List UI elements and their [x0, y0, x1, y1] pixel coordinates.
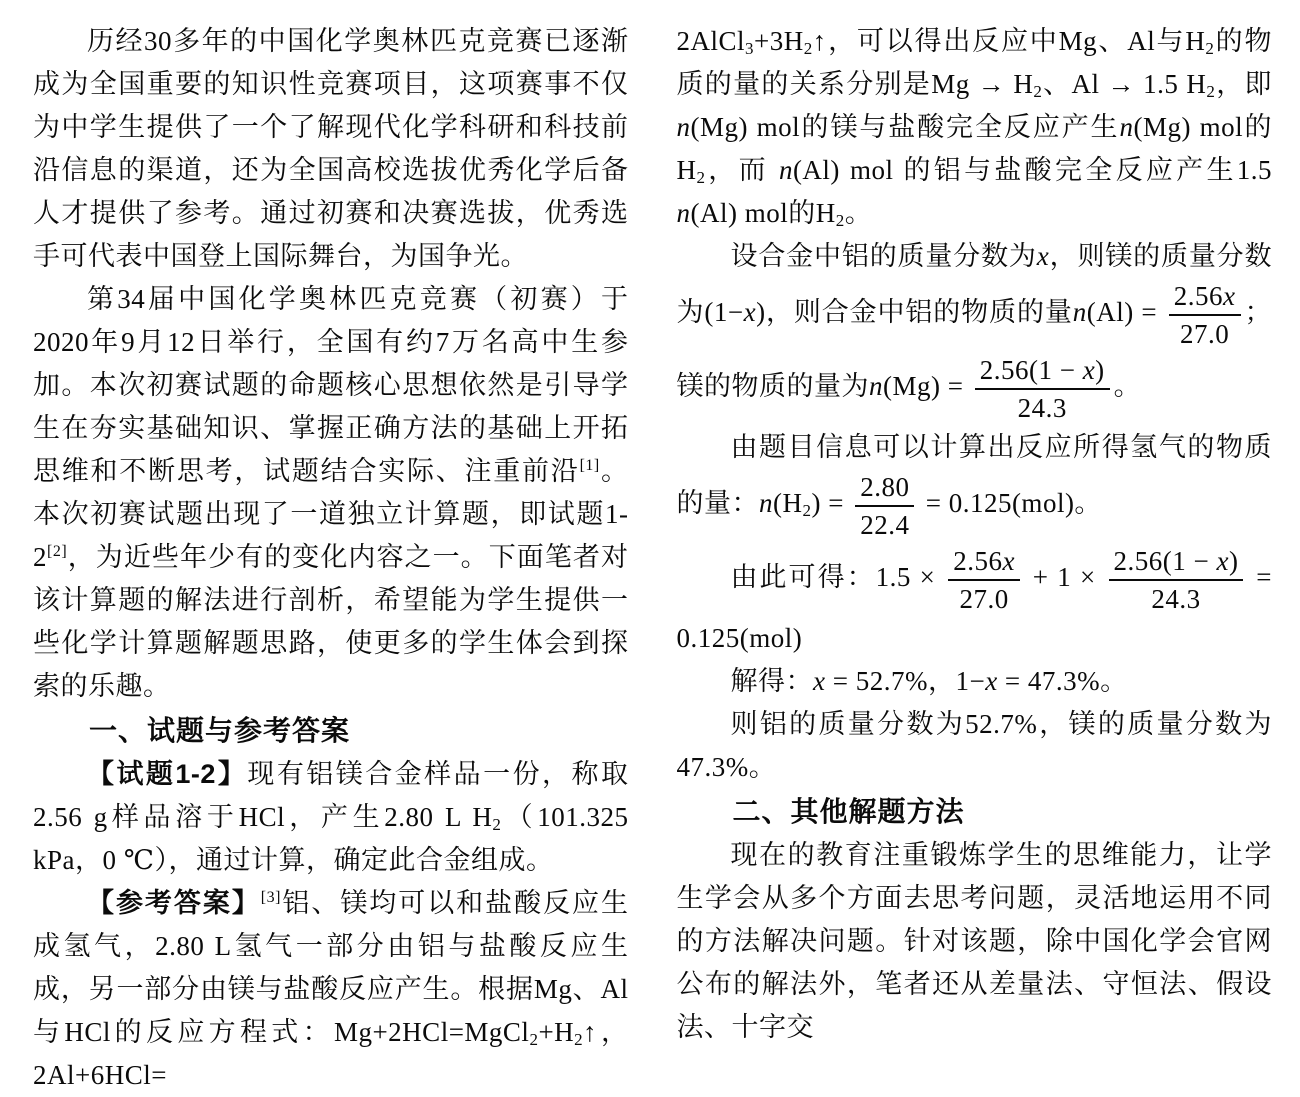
subscript: 2 — [574, 1030, 584, 1049]
math-variable: x — [1223, 281, 1236, 311]
text-run: (Al) mol的H — [690, 198, 836, 228]
text-run: （101.325 kPa，0 ℃），通过计算，确定此合金组成。 — [33, 802, 629, 875]
fraction-denominator — [1169, 314, 1241, 352]
fraction — [975, 352, 1110, 426]
text-run: 27.0 — [959, 584, 1009, 614]
text-run: (H — [773, 488, 803, 519]
paragraph — [677, 703, 1273, 789]
math-variable: x — [813, 666, 826, 696]
math-variable: x — [1082, 355, 1096, 385]
text-run: 由题目信息可以计算出反应所得氢气的物质的量： — [676, 432, 1272, 519]
text-run: 27.0 — [1180, 319, 1230, 349]
text-run: 2.56 — [1173, 281, 1224, 311]
subscript: 2 — [835, 211, 845, 230]
math-variable: x — [1036, 241, 1050, 271]
fraction — [1109, 543, 1244, 617]
subscript: 2 — [802, 501, 812, 521]
subscript: 3 — [745, 39, 755, 58]
subscript: 2 — [696, 168, 706, 187]
text-run: +3H — [754, 26, 804, 56]
text-run: ，即 — [1215, 69, 1272, 99]
text-run: + 1 × — [1023, 562, 1105, 593]
superscript-citation: [2] — [47, 543, 68, 560]
fraction-denominator — [948, 579, 1020, 617]
paragraph — [33, 278, 629, 708]
math-variable: n — [1072, 297, 1087, 328]
text-run: = 52.7%，1− — [825, 666, 986, 696]
text-run: 设合金中铝的质量分数为 — [730, 241, 1037, 271]
subscript: 2 — [492, 815, 502, 834]
bold-label: 【参考答案】 — [87, 888, 261, 918]
fraction-denominator — [855, 505, 914, 543]
text-run: 。 — [844, 198, 873, 228]
text-run: 2.56(1 − — [979, 355, 1083, 385]
text-run: 、Al → 1.5 H — [1042, 69, 1207, 99]
fraction-numerator — [975, 352, 1110, 388]
fraction-numerator — [855, 469, 914, 505]
text-run: ) — [1228, 546, 1239, 576]
math-variable: n — [676, 112, 691, 142]
paragraph — [677, 660, 1273, 703]
text-run: 的物质的量的关系分别是Mg → H — [676, 26, 1272, 99]
fraction-denominator — [1109, 579, 1244, 617]
math-variable: x — [1216, 546, 1229, 576]
paragraph — [33, 882, 629, 1097]
text-run: ，则镁的质量分数为(1− — [676, 241, 1273, 328]
text-run: 24.3 — [1017, 393, 1067, 423]
text-run: 一、试题与参考答案 — [89, 715, 351, 746]
text-run: = 0.125(mol)。 — [918, 488, 1102, 519]
text-run: ；镁的物质的量为 — [676, 297, 1272, 402]
text-run: 现有铝镁合金样品一份，称取2.56 g样品溶于HCl，产生2.80 L H — [33, 759, 629, 832]
text-run: ) — [1095, 355, 1105, 385]
paragraph — [677, 834, 1273, 1049]
text-run: 铝、镁均可以和盐酸反应生成氢气，2.80 L氢气一部分由铝与盐酸反应生成，另一部分由镁与盐酸反应产生。根据Mg、Al与HCl的反应方程式：Mg+2HCl=MgCl — [33, 888, 629, 1047]
math-variable: x — [1002, 546, 1015, 576]
text-run: 则铝的质量分数为52.7%，镁的质量分数为47.3%。 — [676, 709, 1272, 782]
text-run: ，而 — [705, 155, 779, 185]
superscript-citation: [3] — [260, 889, 281, 906]
text-run: ) = — [811, 488, 852, 519]
left-column — [33, 20, 629, 1090]
text-run: ↑，2Al+6HCl= — [33, 1017, 629, 1090]
text-run: +H — [538, 1017, 575, 1047]
subscript: 2 — [1205, 39, 1215, 58]
bold-label: 【试题1-2】 — [87, 759, 248, 789]
math-variable: n — [759, 488, 773, 519]
text-run: 。 — [1113, 371, 1142, 402]
subscript: 2 — [529, 1030, 539, 1049]
text-run: 2.56(1 − — [1113, 546, 1217, 576]
text-run: (Al) mol 的铝与盐酸完全反应产生1.5 — [792, 155, 1272, 185]
text-run: 历经30多年的中国化学奥林匹克竞赛已逐渐成为全国重要的知识性竞赛项目，这项赛事不仅为中学生提供了一个了解现代化学科研和科技前沿信息的渠道，还为全国高校选拔优秀化学后备人才提供了参考。通过初赛和决赛选拔，优秀选手可代表中国登上国际舞台，为国争光。 — [33, 26, 629, 271]
text-run: 二、其他解题方法 — [732, 796, 965, 827]
text-run: = 0.125(mol) — [676, 562, 1272, 653]
text-run: 2.56 — [953, 546, 1003, 576]
section-heading — [677, 789, 1273, 834]
text-run: 第34届中国化学奥林匹克竞赛（初赛）于2020年9月12日举行，全国有约7万名高中生参加。本次初赛试题的命题核心思想依然是引导学生在夯实基础知识、掌握正确方法的基础上开拓思维和不断思考，试题结合实际、注重前沿 — [33, 284, 629, 486]
fraction-numerator — [948, 543, 1020, 579]
text-run: 解得： — [730, 666, 813, 696]
math-variable: n — [1119, 112, 1134, 142]
paragraph — [677, 235, 1273, 426]
text-run: 24.3 — [1151, 584, 1201, 614]
text-run: ，为近些年少有的变化内容之一。下面笔者对该计算题的解法进行剖析，希望能为学生提供一些化学计算题解题思路，使更多的学生体会到探索的乐趣。 — [33, 542, 629, 701]
paragraph — [33, 20, 629, 278]
fraction-denominator — [975, 388, 1110, 426]
text-run: (Al) = — [1086, 297, 1165, 328]
fraction-numerator — [1169, 278, 1241, 314]
text-run: = 47.3%。 — [997, 666, 1128, 696]
section-heading — [33, 708, 629, 753]
text-run: 2.80 — [860, 472, 910, 502]
math-variable: n — [778, 155, 793, 185]
superscript-citation: [1] — [579, 457, 600, 474]
text-run: 现在的教育注重锻炼学生的思维能力，让学生学会从多个方面去思考问题，灵活地运用不同的方法解决问题。针对该题，除中国化学会官网公布的解法外，笔者还从差量法、守恒法、假设法、十字交 — [676, 840, 1272, 1042]
math-variable: x — [985, 666, 998, 696]
text-run: 。本次初赛试题出现了一道独立计算题，即试题1-2 — [33, 456, 629, 572]
paragraph — [677, 20, 1273, 235]
text-run: ↑，可以得出反应中Mg、Al与H — [812, 26, 1206, 56]
subscript: 2 — [1033, 82, 1043, 101]
text-run: (Mg) = — [883, 371, 971, 402]
paragraph — [677, 426, 1273, 543]
text-run: 2AlCl — [676, 26, 746, 56]
subscript: 2 — [803, 39, 813, 58]
fraction-numerator — [1109, 543, 1244, 579]
math-variable: n — [676, 198, 691, 228]
paragraph — [677, 543, 1273, 660]
text-run: )，则合金中铝的物质的量 — [756, 297, 1073, 328]
fraction — [1169, 278, 1241, 352]
paragraph — [33, 753, 629, 882]
subscript: 2 — [1206, 82, 1216, 101]
math-variable: n — [869, 371, 883, 402]
fraction — [855, 469, 914, 543]
text-run: (Mg) mol的H — [676, 112, 1272, 185]
text-run: (Mg) mol的镁与盐酸完全反应产生 — [690, 112, 1120, 142]
text-run: 由此可得：1.5 × — [730, 562, 945, 593]
fraction — [948, 543, 1020, 617]
text-run: 22.4 — [860, 510, 910, 540]
math-variable: x — [743, 297, 757, 328]
right-column — [676, 20, 1273, 1042]
